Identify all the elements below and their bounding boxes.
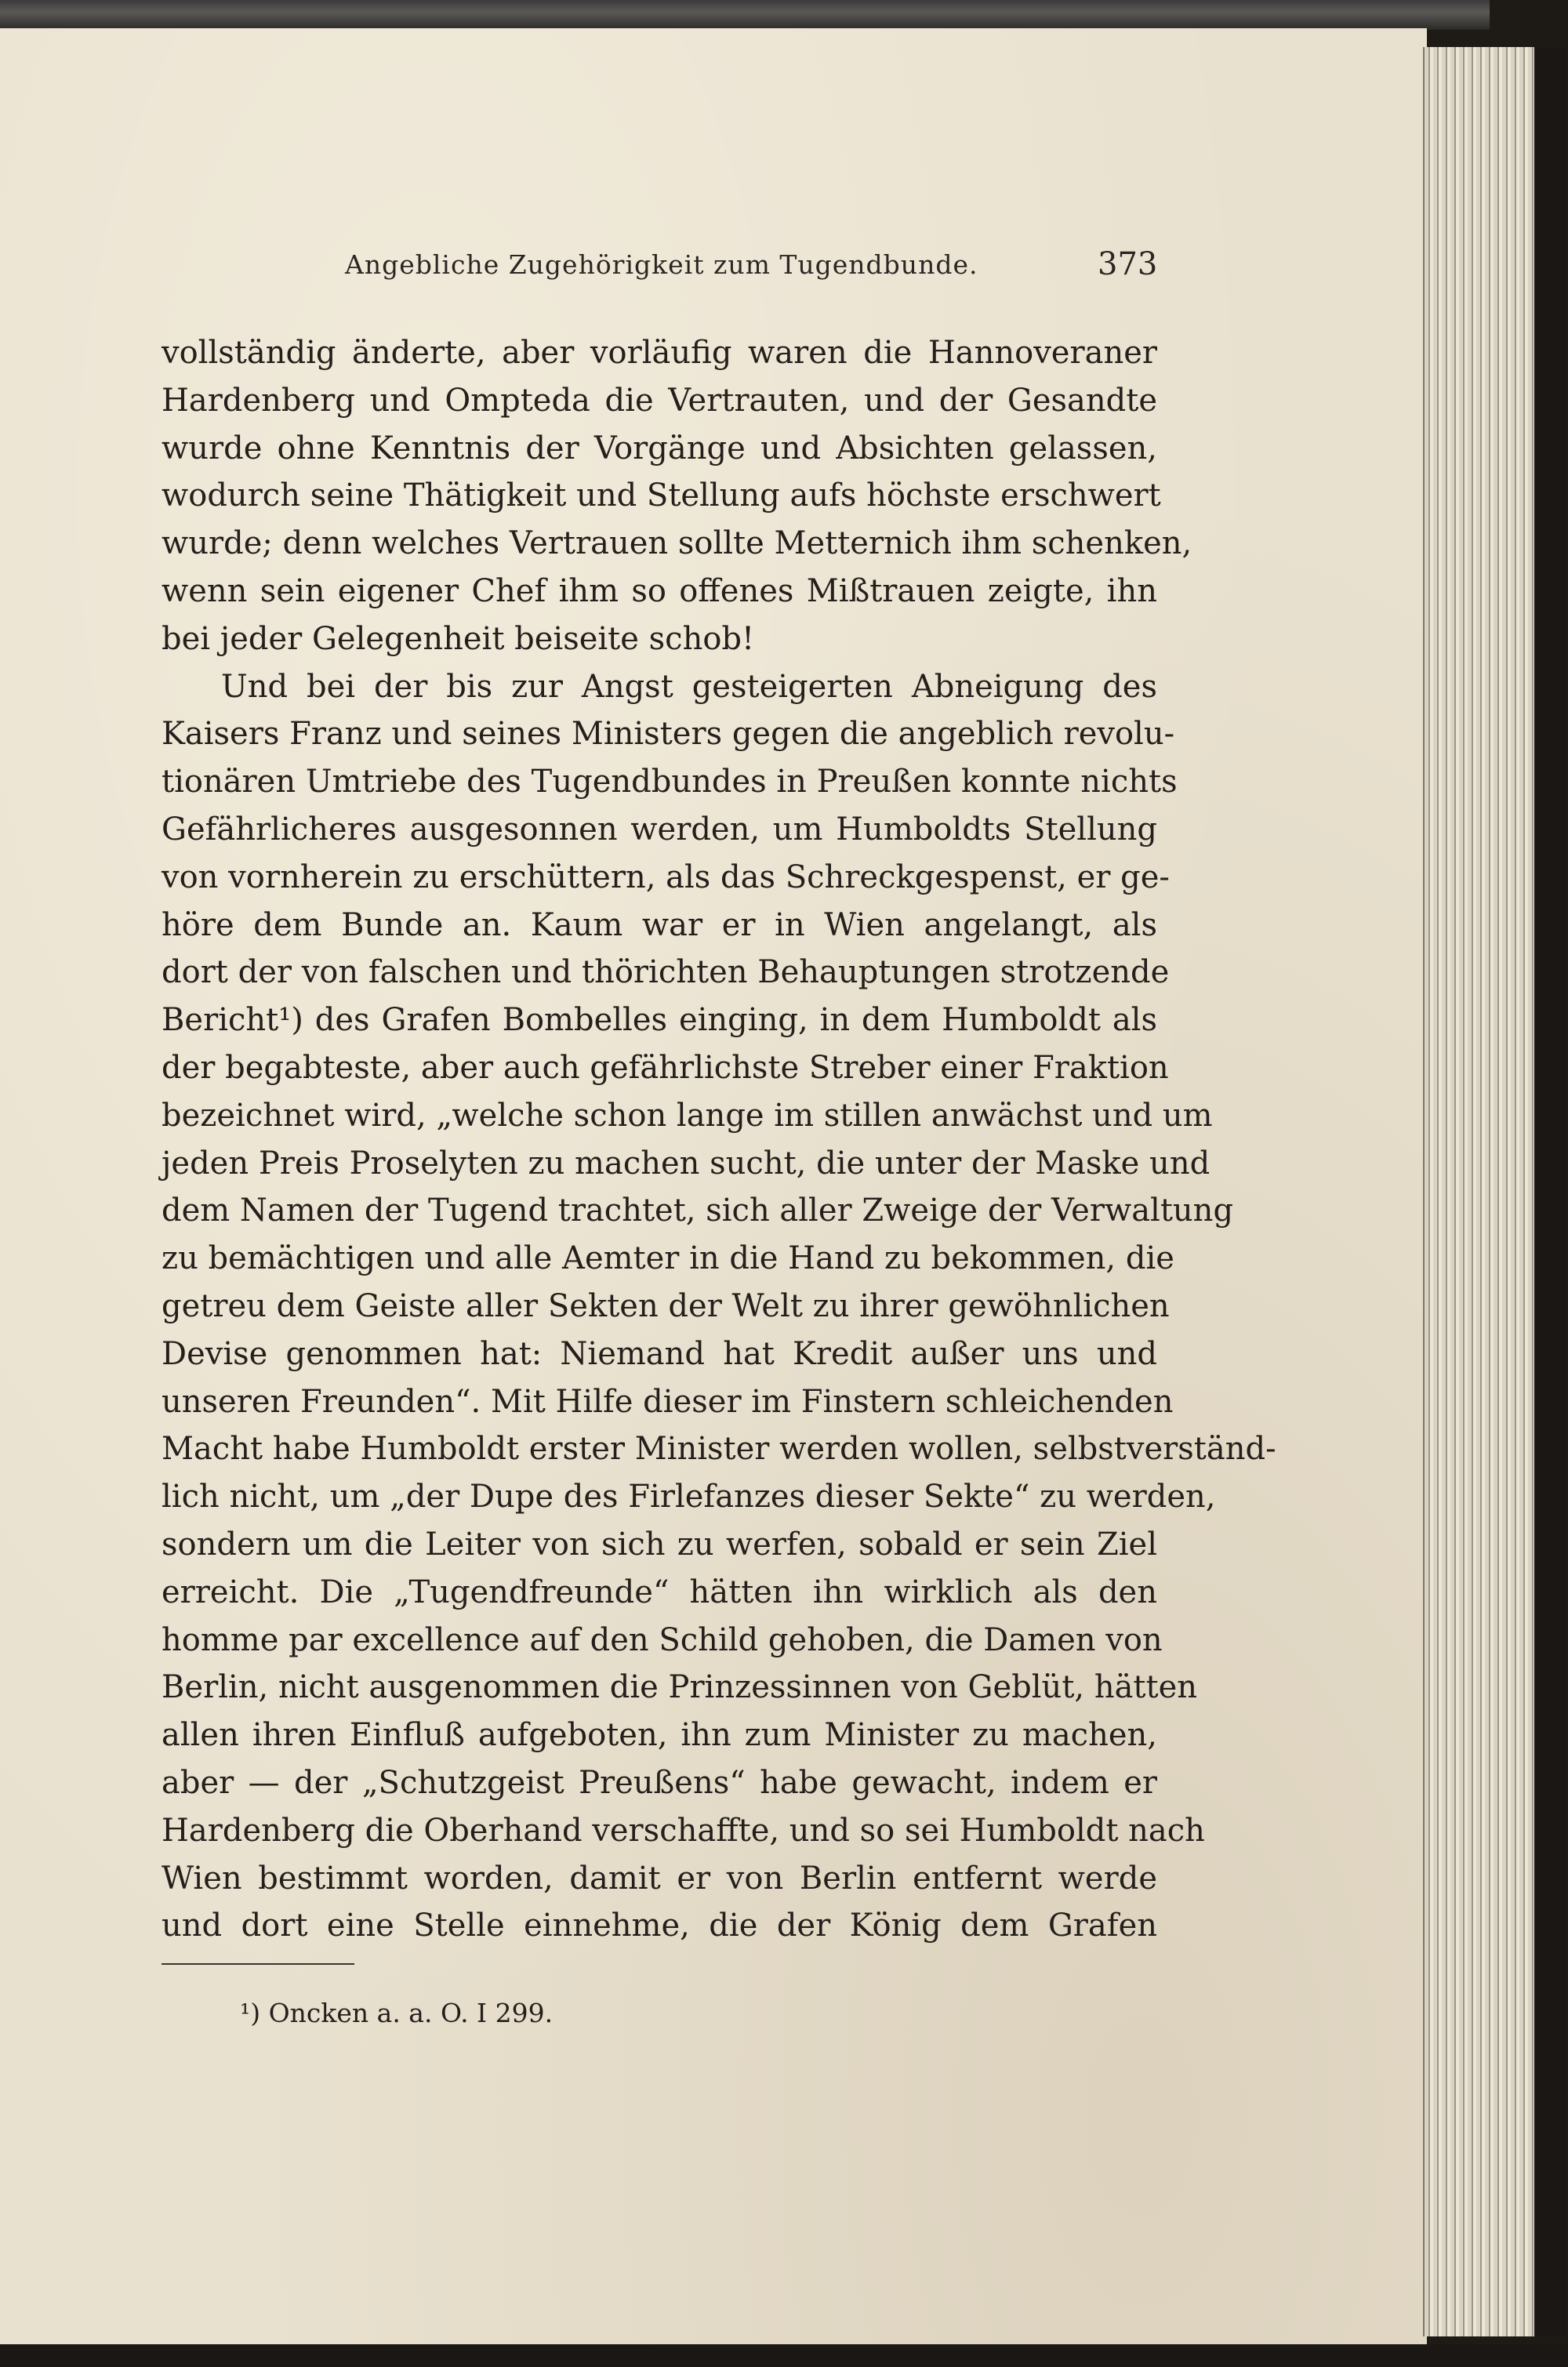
text-line: Und bei der bis zur Angst gesteigerten Abneigung des [221,668,1157,705]
text-line: Kaisers Franz und seines Ministers gegen die angeblich revolu- [162,716,1175,753]
text-line: Macht habe Humboldt erster Minister werden wollen, selbstverständ- [162,1431,1276,1468]
text-line: von vornherein zu erschüttern, als das Schreckgespenst, er ge- [162,859,1170,895]
text-line: Hardenberg die Oberhand verschaffte, und so sei Humboldt nach [162,1812,1205,1849]
text-line: wenn sein eigener Chef ihm so offenes Mißtrauen zeigte, ihn [162,572,1157,609]
footnote-separator [162,1963,354,1965]
text-line: aber — der „Schutzgeist Preußens“ habe gewacht, indem er [162,1764,1157,1801]
page-number: 373 [1098,246,1158,282]
text-line: unseren Freunden“. Mit Hilfe dieser im Finstern schleichenden [162,1383,1174,1420]
scan-bottom-edge [0,2344,1568,2367]
text-line: Devise genommen hat: Niemand hat Kredit außer uns und [162,1335,1157,1372]
text-line: und dort eine Stelle einnehme, die der König dem Grafen [162,1908,1157,1944]
text-line: wurde ohne Kenntnis der Vorgänge und Absichten gelassen, [162,430,1157,467]
body-text [162,329,1276,1950]
text-line: höre dem Bunde an. Kaum war er in Wien angelangt, als [162,906,1157,943]
text-line: Gefährlicheres ausgesonnen werden, um Humboldts Stellung [162,811,1157,848]
text-line: sondern um die Leiter von sich zu werfen, sobald er sein Ziel [162,1526,1157,1563]
text-line: allen ihren Einfluß aufgeboten, ihn zum Minister zu machen, [162,1717,1157,1754]
page-stack-edges [1423,47,1534,2336]
text-line: wurde; denn welches Vertrauen sollte Metternich ihm schenken, [162,525,1192,562]
text-line: lich nicht, um „der Dupe des Firlefanzes dieser Sekte“ zu werden, [162,1479,1216,1516]
text-line: Hardenberg und Ompteda die Vertrauten, und der Gesandte [162,382,1157,419]
scan-top-edge [0,0,1490,30]
text-line: jeden Preis Proselyten zu machen sucht, die unter der Maske und [162,1145,1210,1182]
text-line: vollständig änderte, aber vorläufig waren die Hannoveraner [162,335,1157,371]
text-line: bezeichnet wird, „welche schon lange im stillen anwächst und um [162,1097,1213,1134]
text-line: tionären Umtriebe des Tugendbundes in Preußen konnte nichts [162,764,1178,800]
text-line: getreu dem Geiste aller Sekten der Welt zu ihrer gewöhnlichen [162,1287,1170,1324]
text-line: zu bemächtigen und alle Aemter in die Hand zu bekommen, die [162,1240,1174,1277]
footnote: ¹) Oncken a. a. O. I 299. [240,1998,554,2028]
text-line: erreicht. Die „Tugendfreunde“ hätten ihn wirklich als den [162,1574,1157,1610]
text-line: der begabteste, aber auch gefährlichste Streber einer Fraktion [162,1049,1169,1086]
text-line: wodurch seine Thätigkeit und Stellung aufs höchste erschwert [162,477,1161,514]
text-line: dem Namen der Tugend trachtet, sich aller Zweige der Verwaltung [162,1193,1234,1229]
text-line: homme par excellence auf den Schild gehoben, die Damen von [162,1621,1163,1658]
text-line: bei jeder Gelegenheit beiseite schob! [162,620,755,657]
running-title: Angebliche Zugehörigkeit zum Tugendbunde. [345,249,978,280]
text-line: Wien bestimmt worden, damit er von Berlin entfernt werde [162,1860,1157,1897]
text-line: Bericht¹) des Grafen Bombelles einging, in dem Humboldt als [162,1002,1157,1039]
text-line: Berlin, nicht ausgenommen die Prinzessinnen von Geblüt, hätten [162,1669,1198,1706]
text-line: dort der von falschen und thörichten Behauptungen strotzende [162,954,1170,991]
